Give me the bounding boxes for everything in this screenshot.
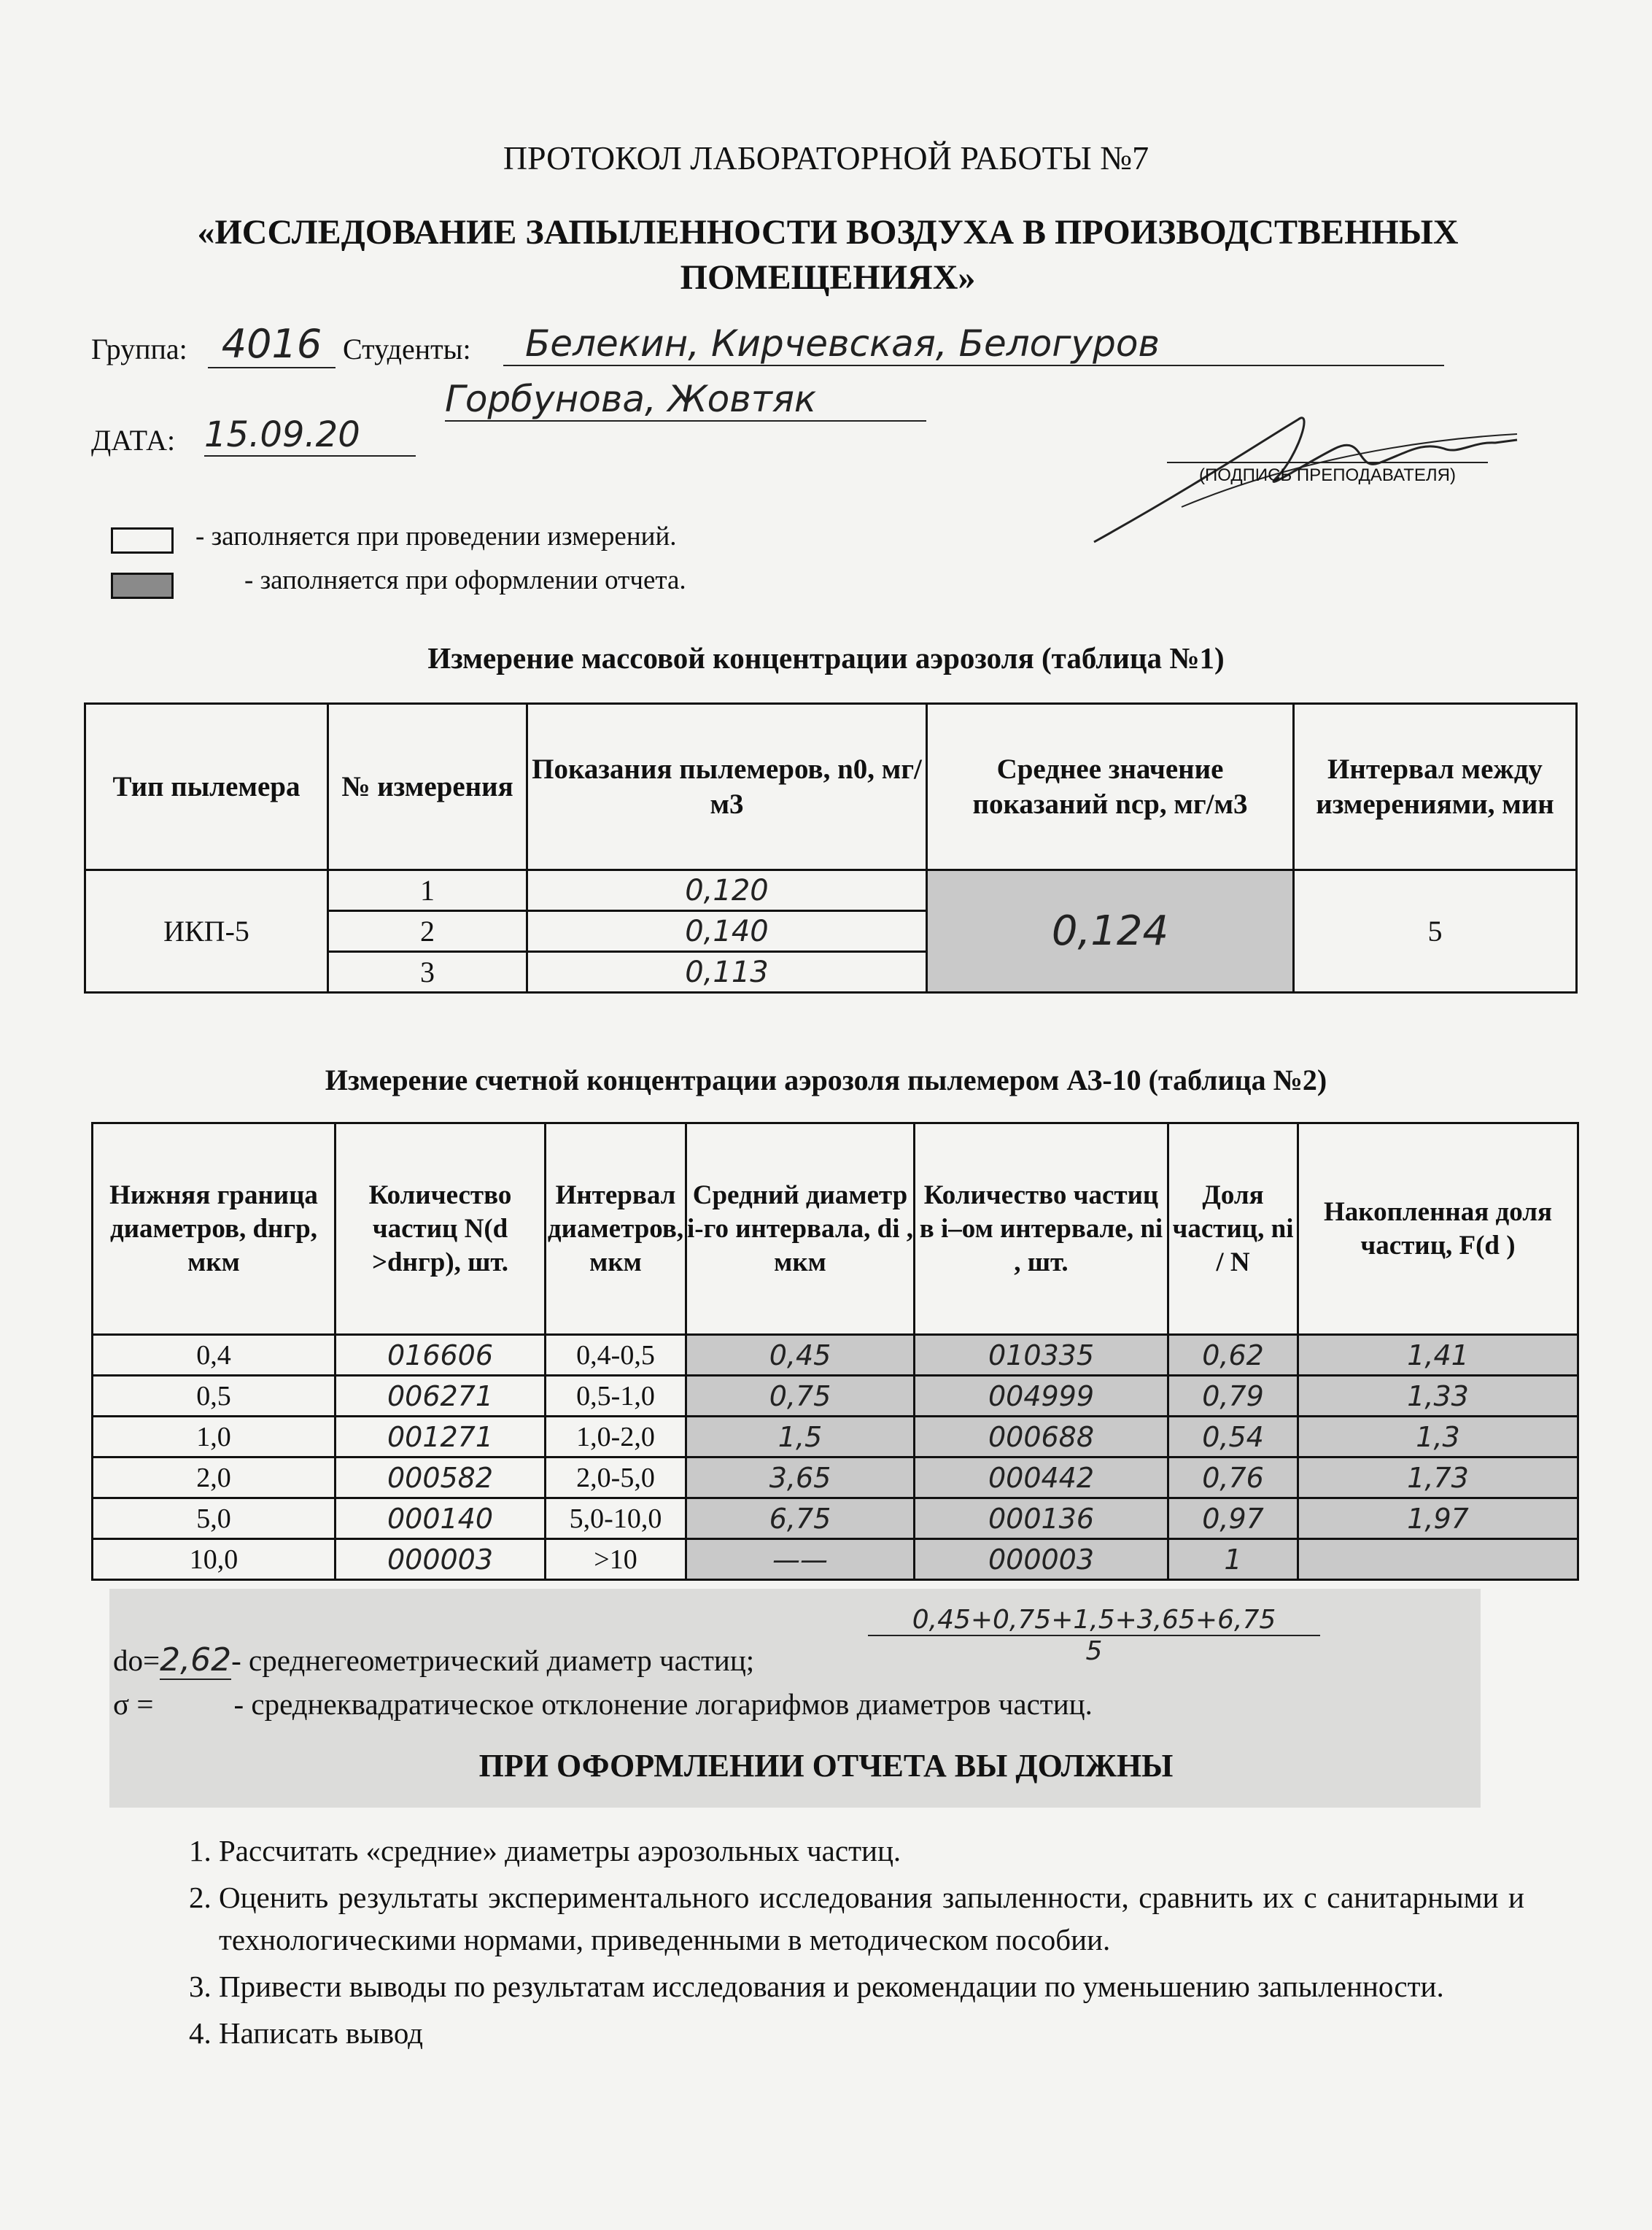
students-line-1: Белекин, Кирчевская, Белогуров <box>503 322 1444 366</box>
t2-count: 001271 <box>336 1417 546 1457</box>
table2-caption: Измерение счетной концентрации аэрозоля пылемером АЗ-10 (таблица №2) <box>325 1064 1327 1096</box>
list-item: 4. Написать вывод <box>219 2012 1524 2054</box>
t2-cum: 1,41 <box>1298 1335 1578 1376</box>
t2-share: 0,97 <box>1168 1498 1298 1539</box>
d0-formula-denominator: 5 <box>1085 1636 1103 1666</box>
d0-line <box>113 1641 754 1679</box>
t2-count: 006271 <box>336 1376 546 1417</box>
t2-mean: 3,65 <box>686 1457 915 1498</box>
t2-header-share: Доля частиц, ni / N <box>1168 1123 1298 1335</box>
table1-caption: Измерение массовой концентрации аэрозоля (таблица №1) <box>427 641 1225 675</box>
t1-header-type: Тип пылемера <box>85 704 328 870</box>
t2-lower: 0,4 <box>93 1335 336 1376</box>
t1-num: 1 <box>328 870 527 911</box>
list-item: 3. Привести выводы по результатам исследования и рекомендации по уменьшению запыленности. <box>219 1965 1524 2008</box>
d0-value: 2,62 <box>160 1641 232 1679</box>
legend-gray-box <box>111 573 174 599</box>
t2-cum: 1,73 <box>1298 1457 1578 1498</box>
t2-cum <box>1298 1539 1578 1580</box>
t2-lower: 1,0 <box>93 1417 336 1457</box>
t2-header-lower-bound: Нижняя граница диаметров, dнгр, мкм <box>93 1123 336 1335</box>
t2-interval: >10 <box>546 1539 686 1580</box>
t2-ni: 000442 <box>915 1457 1168 1498</box>
date-label: ДАТА: <box>91 424 176 457</box>
t2-ni: 000003 <box>915 1539 1168 1580</box>
t2-ni: 000688 <box>915 1417 1168 1457</box>
t1-interval-value: 5 <box>1294 870 1577 993</box>
t2-interval: 0,4-0,5 <box>546 1335 686 1376</box>
subtitle-line-1: «ИССЛЕДОВАНИЕ ЗАПЫЛЕННОСТИ ВОЗДУХА В ПРОИЗВОДСТВЕННЫХ <box>197 213 1459 252</box>
t2-mean: 6,75 <box>686 1498 915 1539</box>
table-row <box>93 1498 1578 1539</box>
t1-reading: 0,113 <box>527 952 927 993</box>
t2-ni: 000136 <box>915 1498 1168 1539</box>
group-value: 4016 <box>208 321 336 368</box>
sigma-line <box>113 1687 1093 1722</box>
table-row <box>93 1457 1578 1498</box>
t1-mean-value: 0,124 <box>927 870 1294 993</box>
table-row <box>93 1335 1578 1376</box>
t2-header-count-in-interval: Количество частиц в i–ом интервале, ni , шт. <box>915 1123 1168 1335</box>
t2-share: 0,76 <box>1168 1457 1298 1498</box>
group-label: Группа: <box>91 333 187 365</box>
t2-count: 000140 <box>336 1498 546 1539</box>
legend-white-text: - заполняется при проведении измерений. <box>195 522 677 551</box>
t2-ni: 010335 <box>915 1335 1168 1376</box>
t2-header-mean-diameter: Средний диаметр i-го интервала, di , мкм <box>686 1123 915 1335</box>
t2-count: 016606 <box>336 1335 546 1376</box>
sigma-label: σ = <box>113 1687 154 1721</box>
t2-interval: 0,5-1,0 <box>546 1376 686 1417</box>
d0-text: - среднегеометрический диаметр частиц; <box>231 1644 755 1677</box>
sigma-text: - среднеквадратическое отклонение логарифмов диаметров частиц. <box>233 1687 1093 1721</box>
t2-interval: 2,0-5,0 <box>546 1457 686 1498</box>
t2-mean: 0,45 <box>686 1335 915 1376</box>
count-concentration-table <box>91 1122 1579 1581</box>
date-value: 15.09.20 <box>204 414 416 457</box>
t2-header-cumulative: Накопленная доля частиц, F(d ) <box>1298 1123 1578 1335</box>
requirements-list <box>168 1830 1524 2059</box>
signature-caption: (ПОДПИСЬ ПРЕПОДАВАТЕЛЯ) <box>1167 462 1488 486</box>
t2-share: 0,62 <box>1168 1335 1298 1376</box>
t2-lower: 2,0 <box>93 1457 336 1498</box>
t1-num: 3 <box>328 952 527 993</box>
table-row <box>93 1539 1578 1580</box>
table-row <box>93 1376 1578 1417</box>
t2-count: 000582 <box>336 1457 546 1498</box>
t2-share: 0,79 <box>1168 1376 1298 1417</box>
protocol-title: ПРОТОКОЛ ЛАБОРАТОРНОЙ РАБОТЫ №7 <box>503 139 1149 177</box>
list-item: 2. Оценить результаты экспериментального исследования запыленности, сравнить их с санитарными и технологическими нормами, приведенными в методическом пособии. <box>219 1876 1524 1961</box>
t1-header-mean: Среднее значение показаний nср, мг/м3 <box>927 704 1294 870</box>
d0-formula <box>868 1605 1320 1666</box>
t1-header-num: № измерения <box>328 704 527 870</box>
t2-lower: 10,0 <box>93 1539 336 1580</box>
t2-mean: 1,5 <box>686 1417 915 1457</box>
students-line-2: Горбунова, Жовтяк <box>445 378 926 422</box>
t1-header-interval: Интервал между измерениями, мин <box>1294 704 1577 870</box>
t2-cum: 1,3 <box>1298 1417 1578 1457</box>
t1-device: ИКП-5 <box>85 870 328 993</box>
t1-header-readings: Показания пылемеров, n0, мг/ м3 <box>527 704 927 870</box>
d0-label: do= <box>113 1644 160 1677</box>
list-item: 1. Рассчитать «средние» диаметры аэрозольных частиц. <box>219 1830 1524 1872</box>
t1-reading: 0,120 <box>527 870 927 911</box>
requirements-title: ПРИ ОФОРМЛЕНИИ ОТЧЕТА ВЫ ДОЛЖНЫ <box>478 1748 1174 1784</box>
t2-share: 1 <box>1168 1539 1298 1580</box>
t2-mean: 0,75 <box>686 1376 915 1417</box>
t2-mean: —— <box>686 1539 915 1580</box>
t2-ni: 004999 <box>915 1376 1168 1417</box>
work-subtitle <box>109 210 1546 301</box>
t2-count: 000003 <box>336 1539 546 1580</box>
t2-header-interval: Интервал диаметров, мкм <box>546 1123 686 1335</box>
t2-cum: 1,33 <box>1298 1376 1578 1417</box>
t2-header-count: Количество частиц N(d >dнгр), шт. <box>336 1123 546 1335</box>
subtitle-line-2: ПОМЕЩЕНИЯХ» <box>680 258 976 297</box>
t2-lower: 5,0 <box>93 1498 336 1539</box>
t2-cum: 1,97 <box>1298 1498 1578 1539</box>
legend-white-box <box>111 527 174 554</box>
mass-concentration-table <box>84 702 1578 994</box>
d0-formula-numerator: 0,45+0,75+1,5+3,65+6,75 <box>868 1605 1320 1636</box>
legend-gray-text: - заполняется при оформлении отчета. <box>244 565 686 595</box>
t2-interval: 1,0-2,0 <box>546 1417 686 1457</box>
t2-share: 0,54 <box>1168 1417 1298 1457</box>
table-row <box>93 1417 1578 1457</box>
t2-interval: 5,0-10,0 <box>546 1498 686 1539</box>
t2-lower: 0,5 <box>93 1376 336 1417</box>
t1-reading: 0,140 <box>527 911 927 952</box>
students-label: Студенты: <box>343 333 471 365</box>
t1-num: 2 <box>328 911 527 952</box>
